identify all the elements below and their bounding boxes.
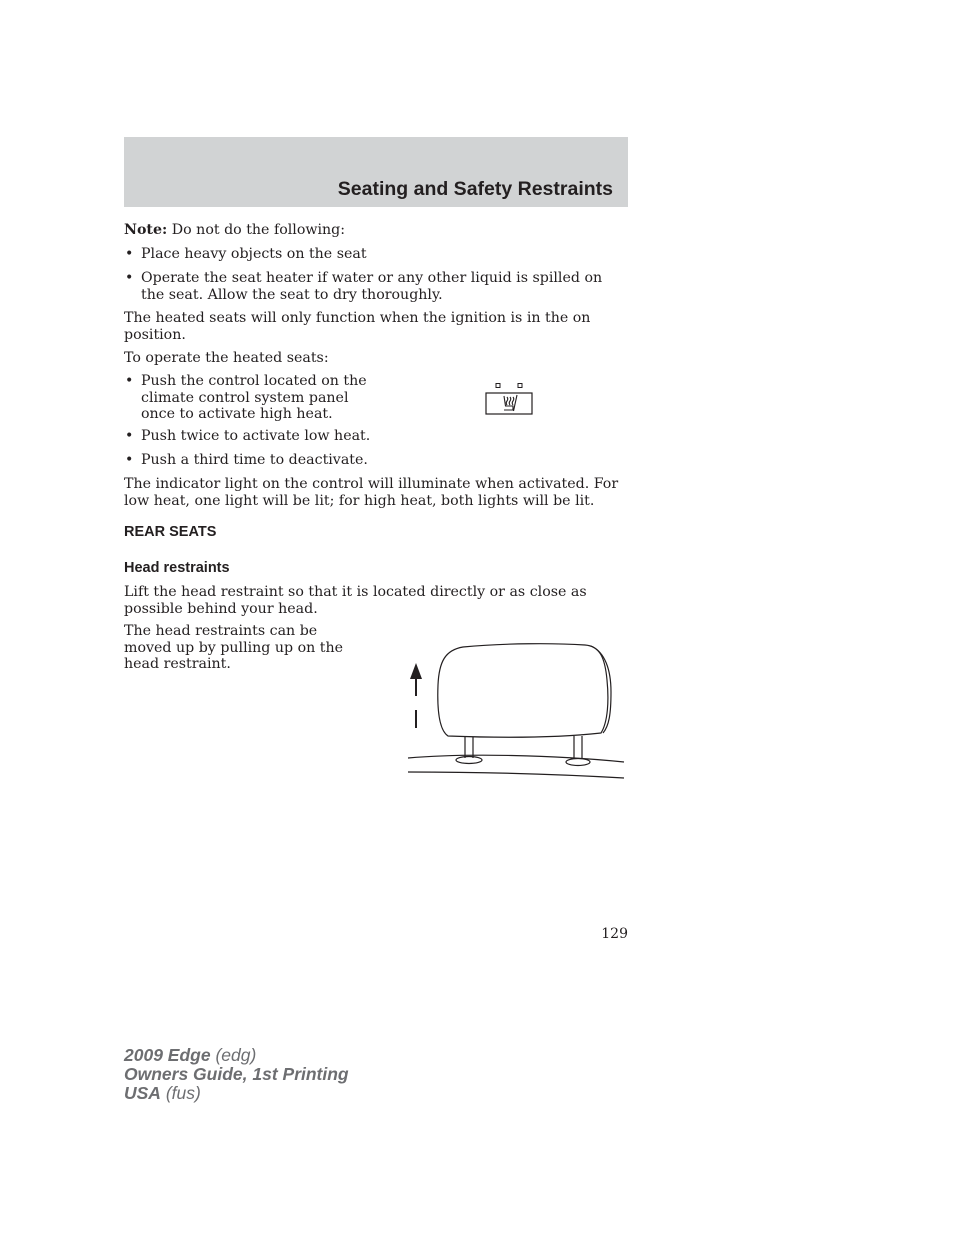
arrow-up-icon: [410, 663, 422, 679]
footer-region: USA: [124, 1083, 161, 1103]
section-heading: REAR SEATS: [124, 524, 217, 540]
page-title: Seating and Safety Restraints: [337, 178, 613, 200]
list-item-text: Push twice to activate low heat.: [141, 428, 371, 444]
paragraph-indicator: The indicator light on the control will illuminate when activated. For low heat, one light will be lit; for high heat, both lights will be lit.: [124, 476, 619, 509]
note-text: Do not do the following:: [167, 222, 346, 238]
page-number: 129: [601, 926, 628, 942]
footer-line-2: Owners Guide, 1st Printing: [124, 1064, 349, 1084]
post-right: [574, 736, 582, 759]
footer-region-code: (fus): [160, 1083, 201, 1103]
footer-line-1: [124, 1046, 349, 1065]
subsection-heading: Head restraints: [124, 560, 230, 576]
paragraph-lift: Lift the head restraint so that it is located directly or as close as possible behind your head.: [124, 584, 587, 617]
head-restraint-illustration: [405, 640, 627, 782]
footer-model-code: (edg): [210, 1045, 257, 1065]
bullet-dot: •: [125, 246, 134, 262]
seat-back-line: [408, 772, 624, 778]
paragraph-moved: The head restraints can be moved up by pulling up on the head restraint.: [124, 623, 344, 672]
indicator-light-right: [518, 384, 522, 388]
seat-top-line: [408, 755, 624, 762]
footer-line-3: [124, 1084, 349, 1103]
indicator-light-left: [496, 384, 500, 388]
bullet-dot: •: [125, 428, 134, 444]
list-item-text: Operate the seat heater if water or any other liquid is spilled on the seat. Allow the seat to dry thoroughly.: [141, 270, 603, 303]
bullet-dot: •: [125, 270, 134, 286]
footer-model: 2009 Edge: [124, 1045, 211, 1065]
footer: [124, 1046, 349, 1103]
list-item-text: Push the control located on the climate control system panel once to activate high heat.: [141, 373, 367, 422]
post-collar-left: [456, 757, 482, 764]
paragraph-ignition: The heated seats will only function when the ignition is in the on position.: [124, 310, 591, 343]
list-item-text: Push a third time to deactivate.: [141, 452, 368, 468]
bullet-dot: •: [125, 452, 134, 468]
post-collar-right: [566, 759, 590, 766]
bullet-dot: •: [125, 373, 134, 389]
paragraph-operate: To operate the heated seats:: [124, 350, 329, 366]
head-restraint-cushion: [438, 644, 608, 738]
note-line: [124, 222, 628, 239]
header-bar: [124, 137, 628, 207]
list-item-text: Place heavy objects on the seat: [141, 246, 367, 262]
heated-seat-button-icon: [484, 382, 534, 416]
note-label: Note:: [124, 222, 168, 238]
